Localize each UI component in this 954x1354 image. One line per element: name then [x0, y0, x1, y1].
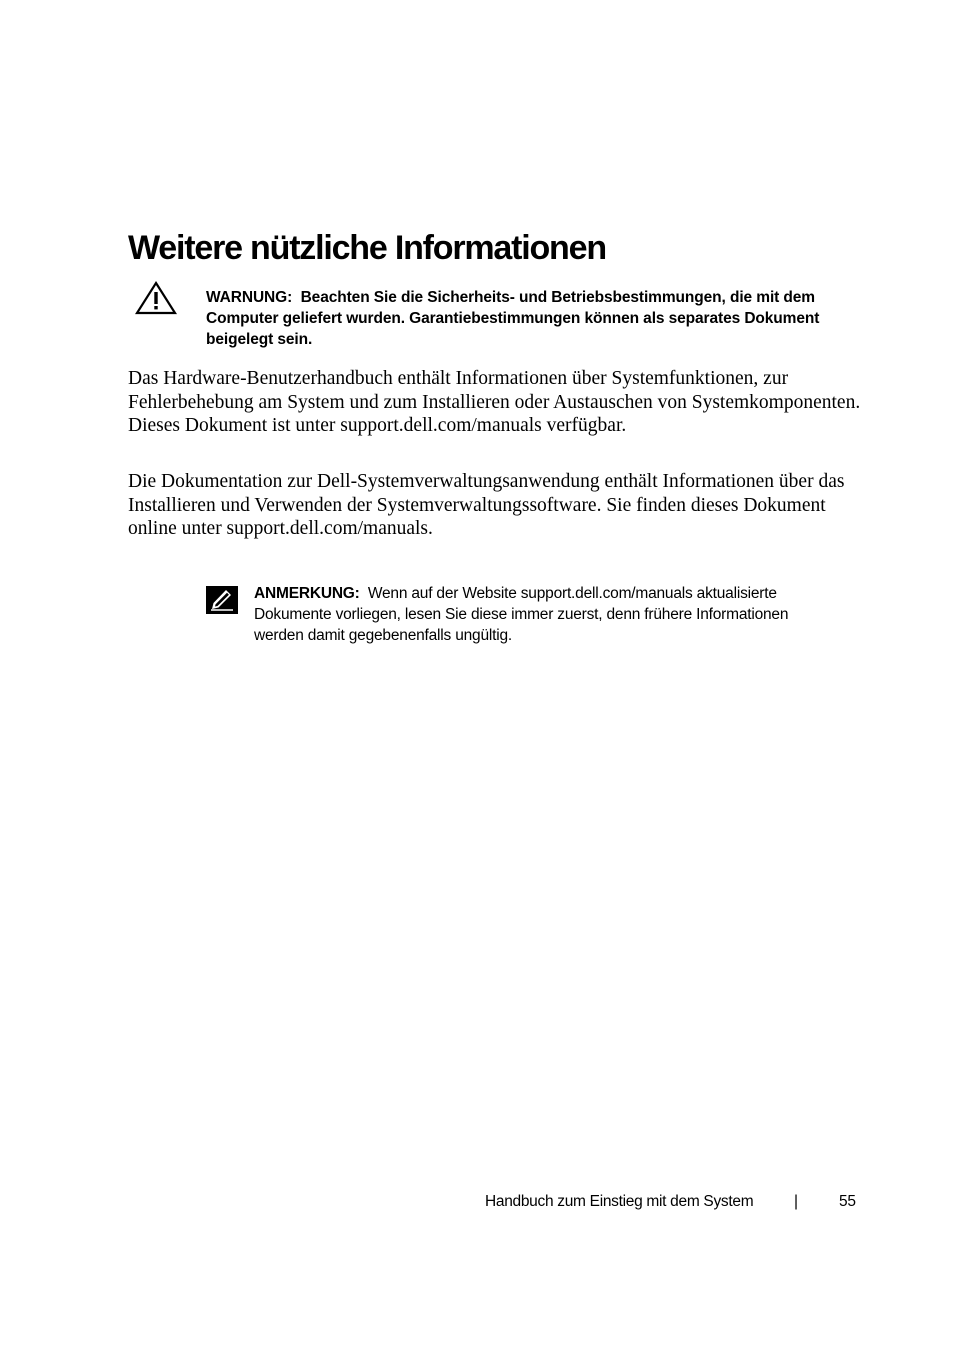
- note-pencil-icon: [206, 586, 238, 614]
- warning-label: WARNUNG:: [206, 289, 293, 306]
- warning-message: Beachten Sie die Sicherheits- und Betriebsbestimmungen, die mit dem Computer geliefert wurden. Garantiebestimmungen können als separates Dokument beigelegt sein.: [206, 289, 820, 348]
- page-title: Weitere nützliche Informationen: [128, 229, 606, 267]
- paragraph-systems-management: Die Dokumentation zur Dell-Systemverwaltungsanwendung enthält Informationen über das Installieren und Verwenden der Systemverwaltungssoftware. Sie finden dieses Dokument online unter support.dell.com/manuals.: [128, 471, 845, 539]
- note-callout: [254, 583, 814, 646]
- footer-page-number: 55: [839, 1193, 856, 1210]
- note-label: ANMERKUNG:: [254, 585, 360, 602]
- paragraph-hardware-manual: Das Hardware-Benutzerhandbuch enthält Informationen über Systemfunktionen, zur Fehlerbehebung am System und zum Installieren oder Austauschen von Systemkomponenten. Dieses Dokument ist unter support.dell.com/manuals verfügbar.: [128, 368, 861, 436]
- warning-triangle-icon: [134, 280, 178, 316]
- footer-separator: |: [794, 1193, 798, 1210]
- warning-callout: [206, 287, 866, 350]
- footer-document-title: Handbuch zum Einstieg mit dem System: [485, 1193, 754, 1210]
- note-message: Wenn auf der Website support.dell.com/manuals aktualisierte Dokumente vorliegen, lesen Sie diese immer zuerst, denn frühere Informationen werden damit gegebenenfalls ungültig.: [254, 585, 789, 644]
